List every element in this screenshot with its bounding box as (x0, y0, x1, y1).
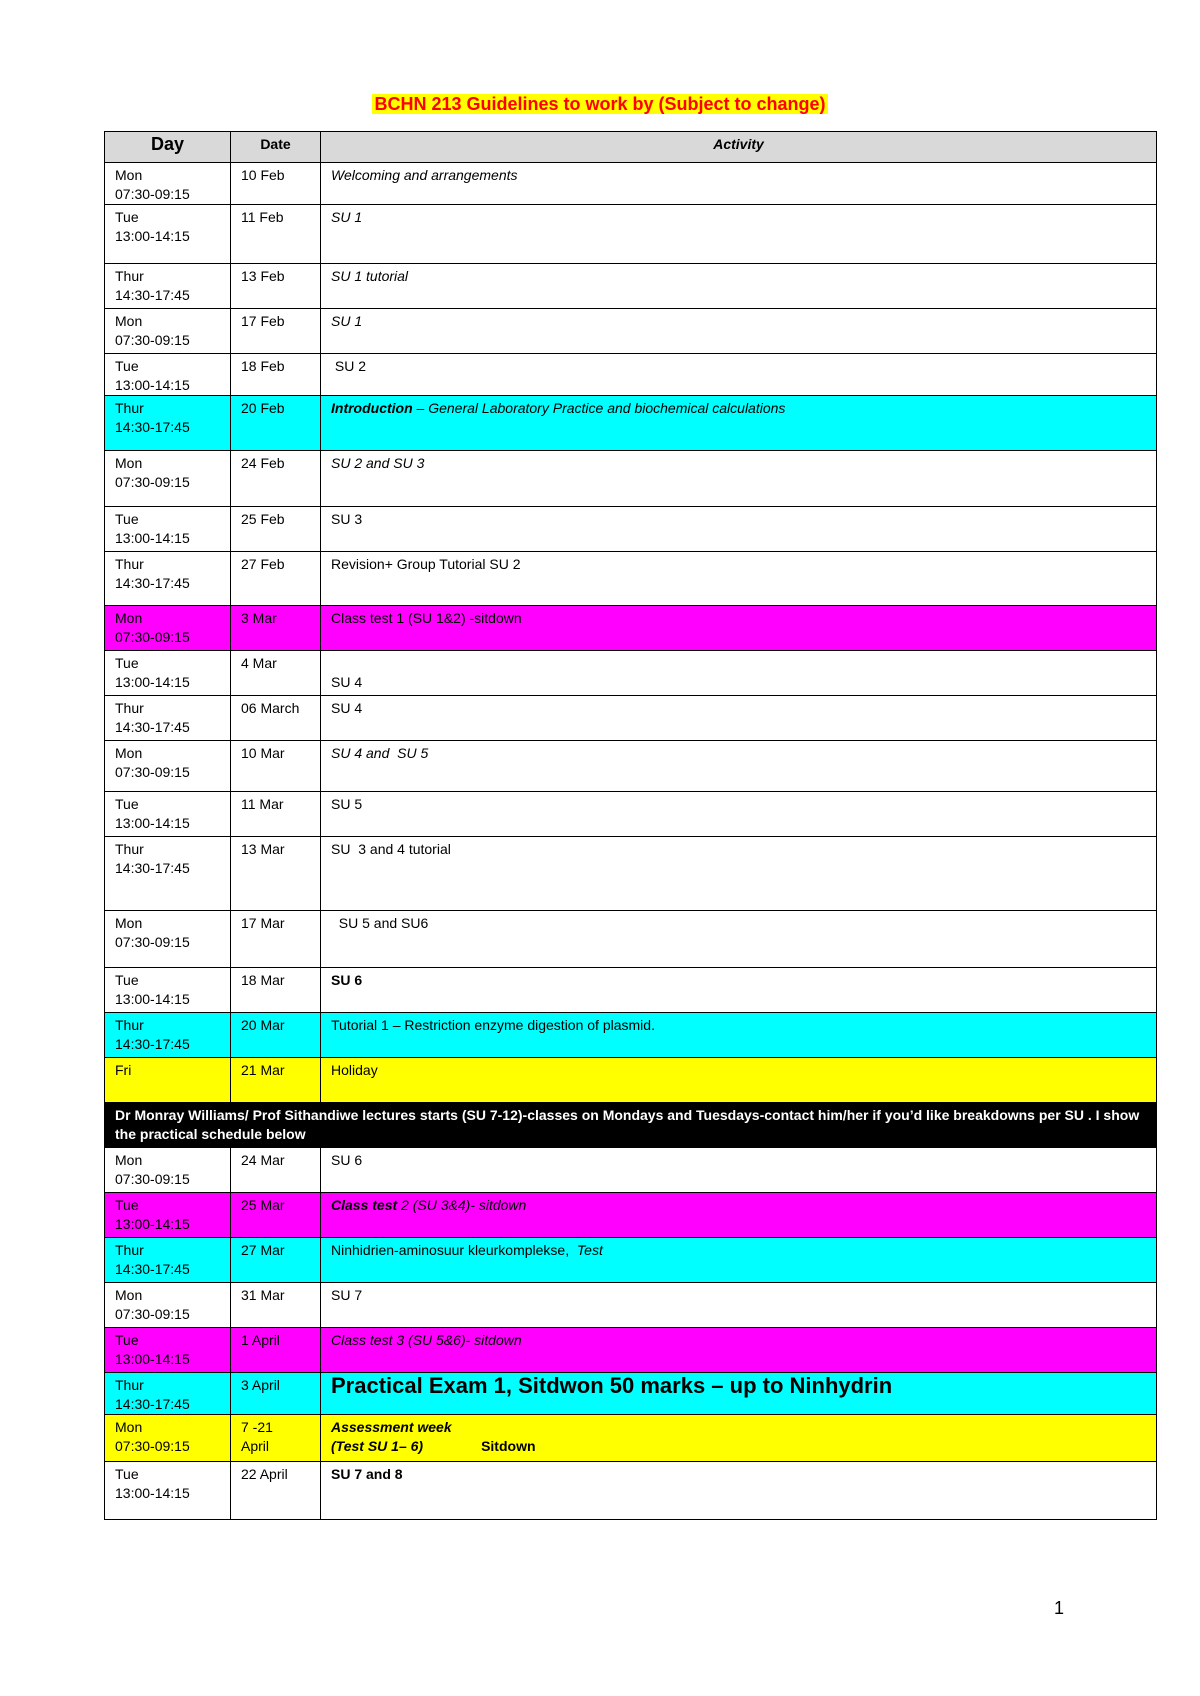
table-row (105, 1148, 1157, 1193)
activity-cell: Class test 3 (SU 5&6)- sitdown (321, 1328, 1157, 1373)
date-cell: 17 Feb (231, 309, 321, 354)
header-activity: Activity (321, 132, 1157, 163)
date-cell: 18 Feb (231, 354, 321, 396)
date-cell: 27 Feb (231, 552, 321, 606)
table-row (105, 1283, 1157, 1328)
table-row (105, 1373, 1157, 1415)
date-cell: 06 March (231, 696, 321, 741)
activity-cell: SU 4 (321, 696, 1157, 741)
day-cell: Tue 13:00-14:15 (105, 354, 231, 396)
activity-cell: SU 1 (321, 309, 1157, 354)
day-cell: Mon 07:30-09:15 (105, 606, 231, 651)
day-cell: Tue 13:00-14:15 (105, 651, 231, 696)
table-row (105, 1238, 1157, 1283)
day-cell: Thur 14:30-17:45 (105, 696, 231, 741)
day-cell: Mon 07:30-09:15 (105, 309, 231, 354)
table-row (105, 696, 1157, 741)
date-cell: 13 Feb (231, 264, 321, 309)
day-cell: Tue 13:00-14:15 (105, 1328, 231, 1373)
day-cell: Tue 13:00-14:15 (105, 968, 231, 1013)
activity-cell: SU 1 (321, 205, 1157, 264)
activity-cell: SU 7 and 8 (321, 1462, 1157, 1520)
table-row (105, 968, 1157, 1013)
document-title: BCHN 213 Guidelines to work by (Subject to change) (374, 94, 826, 114)
activity-cell: SU 6 (321, 968, 1157, 1013)
date-cell: 21 Mar (231, 1058, 321, 1103)
date-cell: 17 Mar (231, 911, 321, 968)
table-row (105, 792, 1157, 837)
activity-cell: Revision+ Group Tutorial SU 2 (321, 552, 1157, 606)
date-cell: 11 Feb (231, 205, 321, 264)
activity-cell: Assessment week (Test SU 1– 6) Sitdown (321, 1415, 1157, 1462)
date-cell: 25 Mar (231, 1193, 321, 1238)
table-row (105, 1415, 1157, 1462)
activity-cell: Introduction – General Laboratory Practice and biochemical calculations (321, 396, 1157, 451)
day-cell: Mon 07:30-09:15 (105, 1148, 231, 1193)
date-cell: 22 April (231, 1462, 321, 1520)
activity-cell: Holiday (321, 1058, 1157, 1103)
activity-cell: SU 4 (321, 651, 1157, 696)
activity-cell: SU 5 (321, 792, 1157, 837)
table-row (105, 741, 1157, 792)
day-cell: Thur 14:30-17:45 (105, 264, 231, 309)
date-cell: 11 Mar (231, 792, 321, 837)
activity-cell: SU 7 (321, 1283, 1157, 1328)
table-row (105, 911, 1157, 968)
header-date: Date (231, 132, 321, 163)
day-cell: Thur 14:30-17:45 (105, 837, 231, 911)
day-cell: Thur 14:30-17:45 (105, 1373, 231, 1415)
activity-cell: SU 2 (321, 354, 1157, 396)
date-cell: 7 -21 April (231, 1415, 321, 1462)
day-cell: Tue 13:00-14:15 (105, 205, 231, 264)
day-cell: Tue 13:00-14:15 (105, 1193, 231, 1238)
date-cell: 10 Mar (231, 741, 321, 792)
table-row (105, 1328, 1157, 1373)
day-cell: Mon 07:30-09:15 (105, 911, 231, 968)
table-row (105, 451, 1157, 507)
date-cell: 10 Feb (231, 163, 321, 205)
day-cell: Mon 07:30-09:15 (105, 741, 231, 792)
date-cell: 24 Mar (231, 1148, 321, 1193)
banner-row (105, 1103, 1157, 1148)
activity-cell: SU 2 and SU 3 (321, 451, 1157, 507)
date-cell: 3 April (231, 1373, 321, 1415)
date-cell: 25 Feb (231, 507, 321, 552)
date-cell: 1 April (231, 1328, 321, 1373)
date-cell: 18 Mar (231, 968, 321, 1013)
table-row (105, 507, 1157, 552)
day-cell: Tue 13:00-14:15 (105, 507, 231, 552)
table-row (105, 552, 1157, 606)
date-cell: 31 Mar (231, 1283, 321, 1328)
day-cell: Thur 14:30-17:45 (105, 396, 231, 451)
table-row (105, 264, 1157, 309)
table-row (105, 163, 1157, 205)
day-cell: Fri (105, 1058, 231, 1103)
table-row (105, 205, 1157, 264)
table-row (105, 309, 1157, 354)
table-row (105, 354, 1157, 396)
activity-cell: SU 3 (321, 507, 1157, 552)
table-row (105, 837, 1157, 911)
table-row (105, 1058, 1157, 1103)
day-cell: Mon 07:30-09:15 (105, 451, 231, 507)
activity-cell: Class test 1 (SU 1&2) -sitdown (321, 606, 1157, 651)
activity-cell: Welcoming and arrangements (321, 163, 1157, 205)
activity-cell: Tutorial 1 – Restriction enzyme digestion of plasmid. (321, 1013, 1157, 1058)
table-row (105, 1462, 1157, 1520)
activity-cell: SU 6 (321, 1148, 1157, 1193)
table-header-row (105, 132, 1157, 163)
page-number: 1 (1054, 1598, 1065, 1618)
day-cell: Mon 07:30-09:15 (105, 1283, 231, 1328)
activity-cell: SU 5 and SU6 (321, 911, 1157, 968)
table-row (105, 651, 1157, 696)
date-cell: 20 Feb (231, 396, 321, 451)
schedule-table (104, 131, 1157, 1520)
day-cell: Tue 13:00-14:15 (105, 1462, 231, 1520)
day-cell: Thur 14:30-17:45 (105, 1238, 231, 1283)
day-cell: Tue 13:00-14:15 (105, 792, 231, 837)
activity-cell: Practical Exam 1, Sitdwon 50 marks – up to Ninhydrin (321, 1373, 1157, 1415)
activity-cell: SU 1 tutorial (321, 264, 1157, 309)
table-row (105, 606, 1157, 651)
date-cell: 3 Mar (231, 606, 321, 651)
day-cell: Mon 07:30-09:15 (105, 1415, 231, 1462)
date-cell: 27 Mar (231, 1238, 321, 1283)
lecturer-banner: Dr Monray Williams/ Prof Sithandiwe lectures starts (SU 7-12)-classes on Mondays and Tuesdays-contact him/her if you’d like breakdowns per SU . I show the practical schedule below (105, 1103, 1157, 1148)
date-cell: 20 Mar (231, 1013, 321, 1058)
date-cell: 13 Mar (231, 837, 321, 911)
table-row (105, 1193, 1157, 1238)
header-day: Day (105, 132, 231, 163)
activity-cell: Class test 2 (SU 3&4)- sitdown (321, 1193, 1157, 1238)
date-cell: 4 Mar (231, 651, 321, 696)
table-row (105, 396, 1157, 451)
activity-cell: Ninhidrien-aminosuur kleurkomplekse, Test (321, 1238, 1157, 1283)
date-cell: 24 Feb (231, 451, 321, 507)
day-cell: Thur 14:30-17:45 (105, 552, 231, 606)
activity-cell: SU 4 and SU 5 (321, 741, 1157, 792)
day-cell: Mon 07:30-09:15 (105, 163, 231, 205)
activity-cell: SU 3 and 4 tutorial (321, 837, 1157, 911)
table-row (105, 1013, 1157, 1058)
day-cell: Thur 14:30-17:45 (105, 1013, 231, 1058)
